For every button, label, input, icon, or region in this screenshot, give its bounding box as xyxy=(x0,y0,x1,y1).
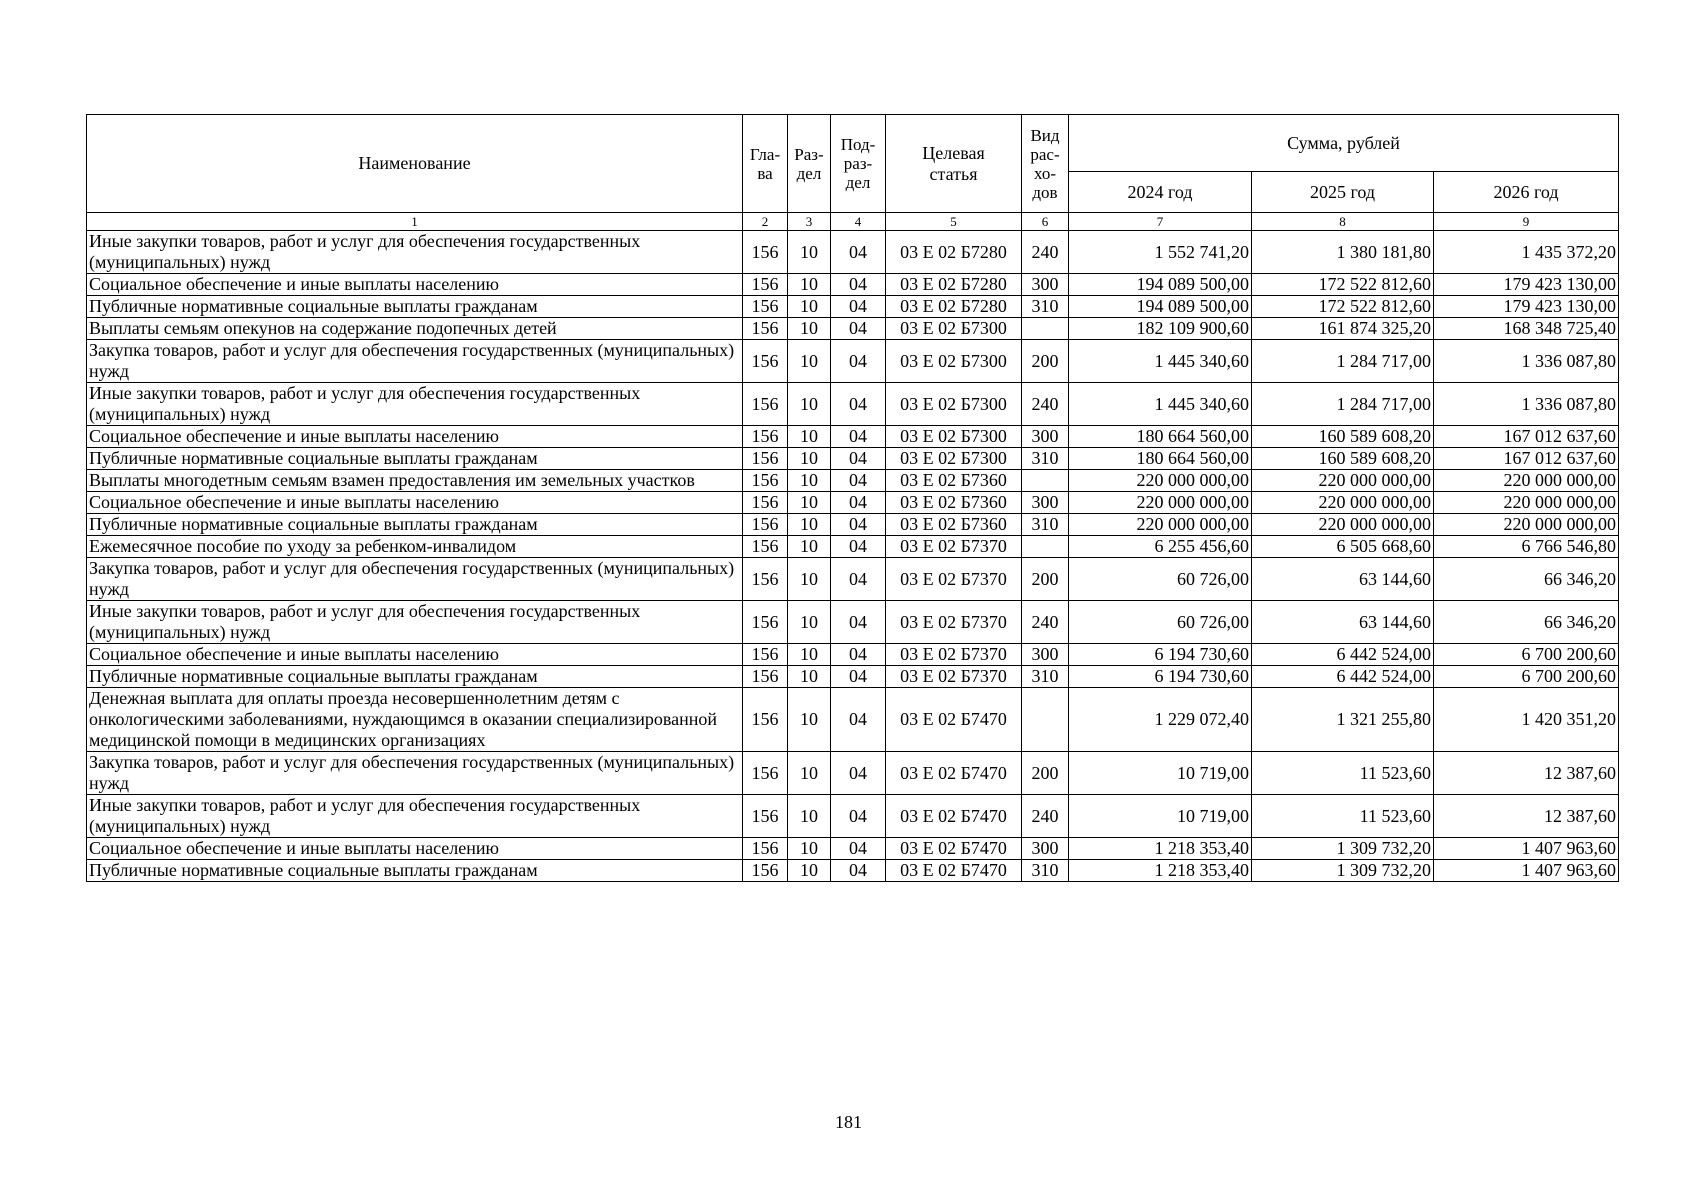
row-sum-2024: 1 218 353,40 xyxy=(1069,838,1252,860)
row-glava: 156 xyxy=(743,492,788,514)
row-glava: 156 xyxy=(743,558,788,601)
row-podrazdel: 04 xyxy=(831,448,886,470)
row-celevaya-statya: 03 Е 02 Б7370 xyxy=(886,536,1022,558)
row-celevaya-statya: 03 Е 02 Б7370 xyxy=(886,666,1022,688)
row-sum-2025: 6 442 524,00 xyxy=(1252,666,1434,688)
row-glava: 156 xyxy=(743,296,788,318)
row-razdel: 10 xyxy=(788,688,831,752)
row-vid-rashodov: 240 xyxy=(1022,601,1069,644)
row-sum-2025: 1 284 717,00 xyxy=(1252,383,1434,426)
row-vid-rashodov: 300 xyxy=(1022,644,1069,666)
row-sum-2025: 220 000 000,00 xyxy=(1252,470,1434,492)
row-razdel: 10 xyxy=(788,426,831,448)
row-sum-2025: 160 589 608,20 xyxy=(1252,426,1434,448)
row-razdel: 10 xyxy=(788,514,831,536)
row-sum-2026: 6 700 200,60 xyxy=(1434,666,1619,688)
table-row xyxy=(87,644,1619,666)
row-sum-2024: 60 726,00 xyxy=(1069,601,1252,644)
row-celevaya-statya: 03 Е 02 Б7360 xyxy=(886,492,1022,514)
row-razdel: 10 xyxy=(788,383,831,426)
row-vid-rashodov: 200 xyxy=(1022,752,1069,795)
row-sum-2026: 220 000 000,00 xyxy=(1434,492,1619,514)
row-celevaya-statya: 03 Е 02 Б7360 xyxy=(886,514,1022,536)
row-celevaya-statya: 03 Е 02 Б7300 xyxy=(886,340,1022,383)
col-number: 1 xyxy=(87,213,743,231)
row-glava: 156 xyxy=(743,514,788,536)
row-glava: 156 xyxy=(743,688,788,752)
row-name: Денежная выплата для оплаты проезда несовершеннолетним детям с онкологическими заболеваниями, нуждающимся в оказании специализированной медицинской помощи в медицинских организациях xyxy=(87,688,743,752)
row-razdel: 10 xyxy=(788,536,831,558)
row-celevaya-statya: 03 Е 02 Б7470 xyxy=(886,688,1022,752)
row-celevaya-statya: 03 Е 02 Б7470 xyxy=(886,752,1022,795)
row-sum-2025: 1 309 732,20 xyxy=(1252,860,1434,882)
row-sum-2024: 60 726,00 xyxy=(1069,558,1252,601)
row-podrazdel: 04 xyxy=(831,231,886,274)
row-celevaya-statya: 03 Е 02 Б7280 xyxy=(886,274,1022,296)
row-sum-2024: 6 194 730,60 xyxy=(1069,666,1252,688)
row-celevaya-statya: 03 Е 02 Б7470 xyxy=(886,838,1022,860)
row-razdel: 10 xyxy=(788,860,831,882)
row-vid-rashodov: 240 xyxy=(1022,795,1069,838)
row-name: Публичные нормативные социальные выплаты гражданам xyxy=(87,448,743,470)
row-vid-rashodov: 240 xyxy=(1022,383,1069,426)
row-glava: 156 xyxy=(743,426,788,448)
row-razdel: 10 xyxy=(788,752,831,795)
row-vid-rashodov: 300 xyxy=(1022,838,1069,860)
row-sum-2026: 1 435 372,20 xyxy=(1434,231,1619,274)
row-vid-rashodov xyxy=(1022,318,1069,340)
row-podrazdel: 04 xyxy=(831,752,886,795)
row-celevaya-statya: 03 Е 02 Б7470 xyxy=(886,795,1022,838)
header-razdel: Раз- дел xyxy=(788,115,831,213)
row-name: Закупка товаров, работ и услуг для обеспечения государственных (муниципальных) нужд xyxy=(87,340,743,383)
row-sum-2026: 1 336 087,80 xyxy=(1434,340,1619,383)
row-sum-2025: 11 523,60 xyxy=(1252,795,1434,838)
table-row xyxy=(87,536,1619,558)
row-name: Социальное обеспечение и иные выплаты населению xyxy=(87,492,743,514)
row-sum-2025: 160 589 608,20 xyxy=(1252,448,1434,470)
row-sum-2024: 182 109 900,60 xyxy=(1069,318,1252,340)
row-glava: 156 xyxy=(743,274,788,296)
row-sum-2024: 10 719,00 xyxy=(1069,795,1252,838)
row-podrazdel: 04 xyxy=(831,795,886,838)
row-sum-2026: 220 000 000,00 xyxy=(1434,470,1619,492)
row-glava: 156 xyxy=(743,536,788,558)
table-row xyxy=(87,492,1619,514)
row-vid-rashodov: 310 xyxy=(1022,296,1069,318)
row-glava: 156 xyxy=(743,838,788,860)
table-row xyxy=(87,688,1619,752)
row-glava: 156 xyxy=(743,383,788,426)
row-podrazdel: 04 xyxy=(831,492,886,514)
row-name: Иные закупки товаров, работ и услуг для обеспечения государственных (муниципальных) нужд xyxy=(87,601,743,644)
row-razdel: 10 xyxy=(788,838,831,860)
row-name: Ежемесячное пособие по уходу за ребенком-инвалидом xyxy=(87,536,743,558)
row-glava: 156 xyxy=(743,601,788,644)
row-glava: 156 xyxy=(743,340,788,383)
row-podrazdel: 04 xyxy=(831,666,886,688)
row-razdel: 10 xyxy=(788,231,831,274)
row-name: Публичные нормативные социальные выплаты гражданам xyxy=(87,514,743,536)
row-sum-2025: 1 380 181,80 xyxy=(1252,231,1434,274)
row-sum-2026: 6 700 200,60 xyxy=(1434,644,1619,666)
header-summa: Сумма, рублей xyxy=(1069,115,1619,172)
row-sum-2025: 6 505 668,60 xyxy=(1252,536,1434,558)
row-sum-2026: 1 420 351,20 xyxy=(1434,688,1619,752)
row-vid-rashodov: 300 xyxy=(1022,492,1069,514)
row-glava: 156 xyxy=(743,231,788,274)
col-number: 7 xyxy=(1069,213,1252,231)
row-sum-2025: 220 000 000,00 xyxy=(1252,514,1434,536)
col-number: 9 xyxy=(1434,213,1619,231)
row-sum-2025: 63 144,60 xyxy=(1252,601,1434,644)
row-vid-rashodov: 310 xyxy=(1022,514,1069,536)
row-sum-2026: 179 423 130,00 xyxy=(1434,274,1619,296)
row-razdel: 10 xyxy=(788,666,831,688)
header-podrazdel: Под- раз- дел xyxy=(831,115,886,213)
row-sum-2026: 168 348 725,40 xyxy=(1434,318,1619,340)
table-row xyxy=(87,838,1619,860)
row-razdel: 10 xyxy=(788,470,831,492)
row-glava: 156 xyxy=(743,644,788,666)
row-sum-2024: 1 552 741,20 xyxy=(1069,231,1252,274)
header-celevaya-statya: Целевая статья xyxy=(886,115,1022,213)
row-razdel: 10 xyxy=(788,558,831,601)
row-sum-2026: 167 012 637,60 xyxy=(1434,448,1619,470)
row-razdel: 10 xyxy=(788,448,831,470)
row-name: Иные закупки товаров, работ и услуг для обеспечения государственных (муниципальных) нужд xyxy=(87,795,743,838)
row-name: Публичные нормативные социальные выплаты гражданам xyxy=(87,296,743,318)
header-year-2025: 2025 год xyxy=(1252,172,1434,213)
row-name: Закупка товаров, работ и услуг для обеспечения государственных (муниципальных) нужд xyxy=(87,752,743,795)
row-podrazdel: 04 xyxy=(831,383,886,426)
row-name: Социальное обеспечение и иные выплаты населению xyxy=(87,838,743,860)
row-sum-2024: 180 664 560,00 xyxy=(1069,426,1252,448)
row-celevaya-statya: 03 Е 02 Б7370 xyxy=(886,601,1022,644)
row-celevaya-statya: 03 Е 02 Б7370 xyxy=(886,644,1022,666)
row-sum-2024: 1 445 340,60 xyxy=(1069,383,1252,426)
row-razdel: 10 xyxy=(788,644,831,666)
row-vid-rashodov: 300 xyxy=(1022,274,1069,296)
row-podrazdel: 04 xyxy=(831,514,886,536)
row-vid-rashodov: 240 xyxy=(1022,231,1069,274)
row-sum-2024: 6 255 456,60 xyxy=(1069,536,1252,558)
row-vid-rashodov: 310 xyxy=(1022,860,1069,882)
table-row xyxy=(87,383,1619,426)
table-row xyxy=(87,426,1619,448)
row-glava: 156 xyxy=(743,752,788,795)
row-podrazdel: 04 xyxy=(831,340,886,383)
row-sum-2026: 1 407 963,60 xyxy=(1434,860,1619,882)
row-celevaya-statya: 03 Е 02 Б7300 xyxy=(886,448,1022,470)
row-podrazdel: 04 xyxy=(831,601,886,644)
row-sum-2026: 66 346,20 xyxy=(1434,601,1619,644)
row-podrazdel: 04 xyxy=(831,470,886,492)
row-name: Иные закупки товаров, работ и услуг для обеспечения государственных (муниципальных) нужд xyxy=(87,383,743,426)
row-glava: 156 xyxy=(743,860,788,882)
row-name: Публичные нормативные социальные выплаты гражданам xyxy=(87,666,743,688)
row-sum-2026: 12 387,60 xyxy=(1434,752,1619,795)
row-celevaya-statya: 03 Е 02 Б7470 xyxy=(886,860,1022,882)
table-row xyxy=(87,274,1619,296)
row-razdel: 10 xyxy=(788,340,831,383)
row-vid-rashodov: 300 xyxy=(1022,426,1069,448)
row-vid-rashodov xyxy=(1022,688,1069,752)
row-vid-rashodov: 200 xyxy=(1022,558,1069,601)
row-podrazdel: 04 xyxy=(831,318,886,340)
table-row xyxy=(87,601,1619,644)
row-sum-2024: 6 194 730,60 xyxy=(1069,644,1252,666)
row-podrazdel: 04 xyxy=(831,536,886,558)
row-sum-2024: 1 229 072,40 xyxy=(1069,688,1252,752)
row-sum-2024: 180 664 560,00 xyxy=(1069,448,1252,470)
row-razdel: 10 xyxy=(788,274,831,296)
table-row xyxy=(87,448,1619,470)
row-sum-2026: 1 336 087,80 xyxy=(1434,383,1619,426)
row-sum-2024: 10 719,00 xyxy=(1069,752,1252,795)
row-sum-2026: 167 012 637,60 xyxy=(1434,426,1619,448)
row-podrazdel: 04 xyxy=(831,838,886,860)
row-sum-2024: 1 445 340,60 xyxy=(1069,340,1252,383)
row-vid-rashodov: 200 xyxy=(1022,340,1069,383)
row-sum-2025: 172 522 812,60 xyxy=(1252,274,1434,296)
row-name: Публичные нормативные социальные выплаты гражданам xyxy=(87,860,743,882)
row-podrazdel: 04 xyxy=(831,644,886,666)
row-sum-2024: 220 000 000,00 xyxy=(1069,470,1252,492)
table-row xyxy=(87,296,1619,318)
col-number: 2 xyxy=(743,213,788,231)
row-sum-2025: 1 284 717,00 xyxy=(1252,340,1434,383)
row-sum-2026: 220 000 000,00 xyxy=(1434,514,1619,536)
row-celevaya-statya: 03 Е 02 Б7300 xyxy=(886,426,1022,448)
row-celevaya-statya: 03 Е 02 Б7370 xyxy=(886,558,1022,601)
row-podrazdel: 04 xyxy=(831,426,886,448)
row-vid-rashodov xyxy=(1022,536,1069,558)
col-number: 8 xyxy=(1252,213,1434,231)
row-sum-2026: 1 407 963,60 xyxy=(1434,838,1619,860)
col-number: 4 xyxy=(831,213,886,231)
row-vid-rashodov: 310 xyxy=(1022,666,1069,688)
row-glava: 156 xyxy=(743,470,788,492)
row-sum-2024: 1 218 353,40 xyxy=(1069,860,1252,882)
row-razdel: 10 xyxy=(788,318,831,340)
row-name: Выплаты многодетным семьям взамен предоставления им земельных участков xyxy=(87,470,743,492)
row-sum-2025: 1 309 732,20 xyxy=(1252,838,1434,860)
table-row xyxy=(87,514,1619,536)
row-podrazdel: 04 xyxy=(831,860,886,882)
row-razdel: 10 xyxy=(788,795,831,838)
row-sum-2025: 11 523,60 xyxy=(1252,752,1434,795)
row-celevaya-statya: 03 Е 02 Б7280 xyxy=(886,231,1022,274)
table-row xyxy=(87,795,1619,838)
row-sum-2026: 179 423 130,00 xyxy=(1434,296,1619,318)
row-podrazdel: 04 xyxy=(831,296,886,318)
row-sum-2024: 220 000 000,00 xyxy=(1069,492,1252,514)
table-row xyxy=(87,340,1619,383)
row-name: Иные закупки товаров, работ и услуг для обеспечения государственных (муниципальных) нужд xyxy=(87,231,743,274)
row-sum-2026: 12 387,60 xyxy=(1434,795,1619,838)
row-sum-2025: 63 144,60 xyxy=(1252,558,1434,601)
table-row xyxy=(87,666,1619,688)
table-row xyxy=(87,558,1619,601)
row-name: Социальное обеспечение и иные выплаты населению xyxy=(87,644,743,666)
table-row xyxy=(87,470,1619,492)
row-sum-2026: 66 346,20 xyxy=(1434,558,1619,601)
table-row xyxy=(87,318,1619,340)
row-celevaya-statya: 03 Е 02 Б7300 xyxy=(886,383,1022,426)
row-sum-2025: 6 442 524,00 xyxy=(1252,644,1434,666)
header-vid-rashodov: Вид рас- хо- дов xyxy=(1022,115,1069,213)
row-sum-2025: 172 522 812,60 xyxy=(1252,296,1434,318)
row-razdel: 10 xyxy=(788,492,831,514)
row-celevaya-statya: 03 Е 02 Б7360 xyxy=(886,470,1022,492)
row-razdel: 10 xyxy=(788,601,831,644)
row-sum-2025: 161 874 325,20 xyxy=(1252,318,1434,340)
row-sum-2024: 220 000 000,00 xyxy=(1069,514,1252,536)
table-row xyxy=(87,231,1619,274)
row-name: Социальное обеспечение и иные выплаты населению xyxy=(87,274,743,296)
row-name: Социальное обеспечение и иные выплаты населению xyxy=(87,426,743,448)
row-sum-2024: 194 089 500,00 xyxy=(1069,274,1252,296)
header-glava: Гла- ва xyxy=(743,115,788,213)
table-body xyxy=(87,231,1619,882)
header-year-2024: 2024 год xyxy=(1069,172,1252,213)
col-number: 5 xyxy=(886,213,1022,231)
row-podrazdel: 04 xyxy=(831,688,886,752)
row-celevaya-statya: 03 Е 02 Б7300 xyxy=(886,318,1022,340)
row-name: Закупка товаров, работ и услуг для обеспечения государственных (муниципальных) нужд xyxy=(87,558,743,601)
table-row xyxy=(87,752,1619,795)
col-number: 3 xyxy=(788,213,831,231)
row-razdel: 10 xyxy=(788,296,831,318)
row-sum-2024: 194 089 500,00 xyxy=(1069,296,1252,318)
budget-table xyxy=(86,114,1619,882)
row-glava: 156 xyxy=(743,448,788,470)
row-podrazdel: 04 xyxy=(831,558,886,601)
header-name: Наименование xyxy=(87,115,743,213)
row-glava: 156 xyxy=(743,795,788,838)
row-name: Выплаты семьям опекунов на содержание подопечных детей xyxy=(87,318,743,340)
row-sum-2025: 220 000 000,00 xyxy=(1252,492,1434,514)
table-row xyxy=(87,860,1619,882)
row-vid-rashodov: 310 xyxy=(1022,448,1069,470)
row-glava: 156 xyxy=(743,666,788,688)
row-podrazdel: 04 xyxy=(831,274,886,296)
header-year-2026: 2026 год xyxy=(1434,172,1619,213)
col-number: 6 xyxy=(1022,213,1069,231)
page-number: 181 xyxy=(835,1112,862,1132)
row-glava: 156 xyxy=(743,318,788,340)
row-vid-rashodov xyxy=(1022,470,1069,492)
row-sum-2026: 6 766 546,80 xyxy=(1434,536,1619,558)
row-celevaya-statya: 03 Е 02 Б7280 xyxy=(886,296,1022,318)
row-sum-2025: 1 321 255,80 xyxy=(1252,688,1434,752)
